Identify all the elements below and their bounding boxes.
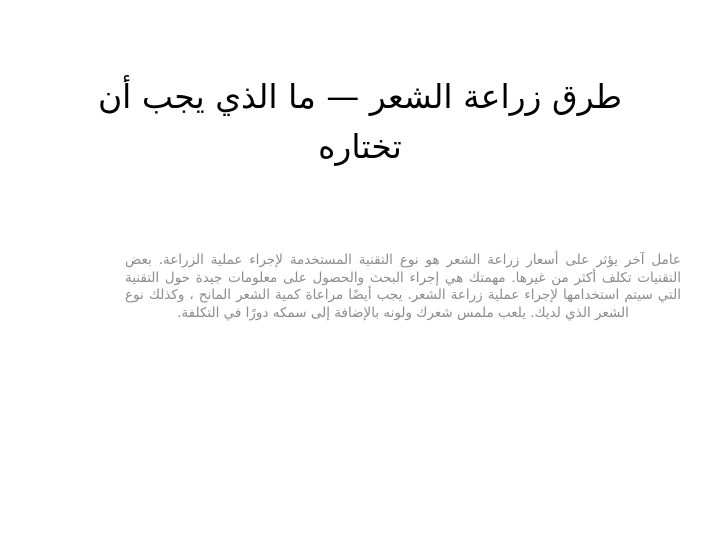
slide-title: طرق زراعة الشعر — ما الذي يجب أن تختاره [97, 77, 623, 166]
slide-body-text: عامل آخر يؤثر على أسعار زراعة الشعر هو نوع التقنية المستخدمة لإجراء عملية الزراعة. بعض التقنيات تكلف أكثر من غيرها. مهمتك هي إجراء البحث والحصول على معلومات جيدة حول التقنية التي سيتم استخدامها لإجراء عملية زراعة الشعر. يجب أيضًا مراعاة كمية الشعر المانح ، وكذلك نوع الشعر الذي لديك. يلعب ملمس شعرك ولونه بالإضافة إلى سمكه دورًا في التكلفة. [125, 252, 681, 321]
